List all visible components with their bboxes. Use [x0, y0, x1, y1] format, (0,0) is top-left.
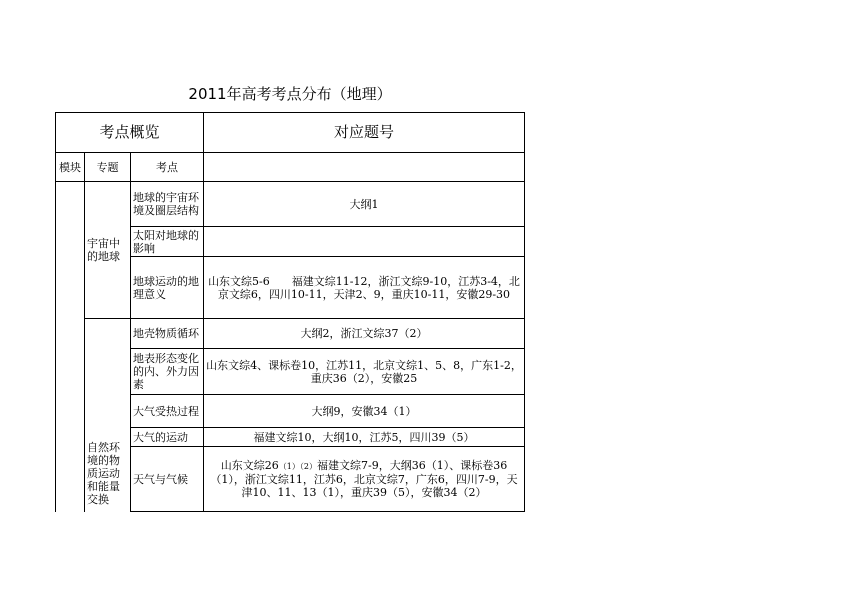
questions-cell: 福建文综10，大纲10，江苏5，四川39（5）: [204, 428, 525, 447]
point-cell: 大气的运动: [131, 428, 204, 447]
table-row: [56, 182, 525, 227]
questions-text-b: 福建文综7-9，大纲36（1）、课标卷36（1），浙江文综11，江苏6，北京文综7，广东6，四川7-9，天津10、11、13（1），重庆39（5），安徽34（2）: [210, 459, 518, 499]
table-row: [56, 319, 525, 349]
exam-distribution-table: [55, 112, 525, 512]
questions-cell: [204, 227, 525, 257]
point-cell: 天气与气候: [131, 447, 204, 512]
module-cell: [56, 182, 85, 512]
topic-cell: 自然环境的物质运动和能量交换: [85, 319, 131, 512]
point-cell: 地球运动的地理意义: [131, 257, 204, 319]
questions-cell: 山东文综4、课标卷10，江苏11，北京文综1、5、8，广东1-2，重庆36（2），安徽25: [204, 349, 525, 395]
subheader-point: 考点: [131, 153, 204, 182]
header-overview: 考点概览: [56, 113, 204, 153]
questions-cell: 大纲9，安徽34（1）: [204, 395, 525, 428]
point-cell: 地表形态变化的内、外力因素: [131, 349, 204, 395]
questions-cell: 大纲2，浙江文综37（2）: [204, 319, 525, 349]
header-questions: 对应题号: [204, 113, 525, 153]
subheader-empty-cell: [204, 153, 525, 182]
questions-cell: 大纲1: [204, 182, 525, 227]
topic-cell: 宇宙中的地球: [85, 182, 131, 319]
subheader-row: [56, 153, 525, 182]
point-cell: 大气受热过程: [131, 395, 204, 428]
questions-text-a: 山东文综26: [220, 459, 279, 472]
subheader-module: 模块: [56, 153, 85, 182]
subheader-topic: 专题: [85, 153, 131, 182]
point-cell: 地球的宇宙环境及圈层结构: [131, 182, 204, 227]
page-title: 2011年高考考点分布（地理）: [188, 85, 392, 103]
point-cell: 地壳物质循环: [131, 319, 204, 349]
header-row: [56, 113, 525, 153]
questions-cell: [204, 447, 525, 512]
questions-text-small: （1）（2）: [278, 462, 317, 471]
questions-cell: 山东文综5-6 福建文综11-12，浙江文综9-10，江苏3-4，北京文综6，四川10-11，天津2、9，重庆10-11，安徽29-30: [204, 257, 525, 319]
point-cell: 太阳对地球的影响: [131, 227, 204, 257]
